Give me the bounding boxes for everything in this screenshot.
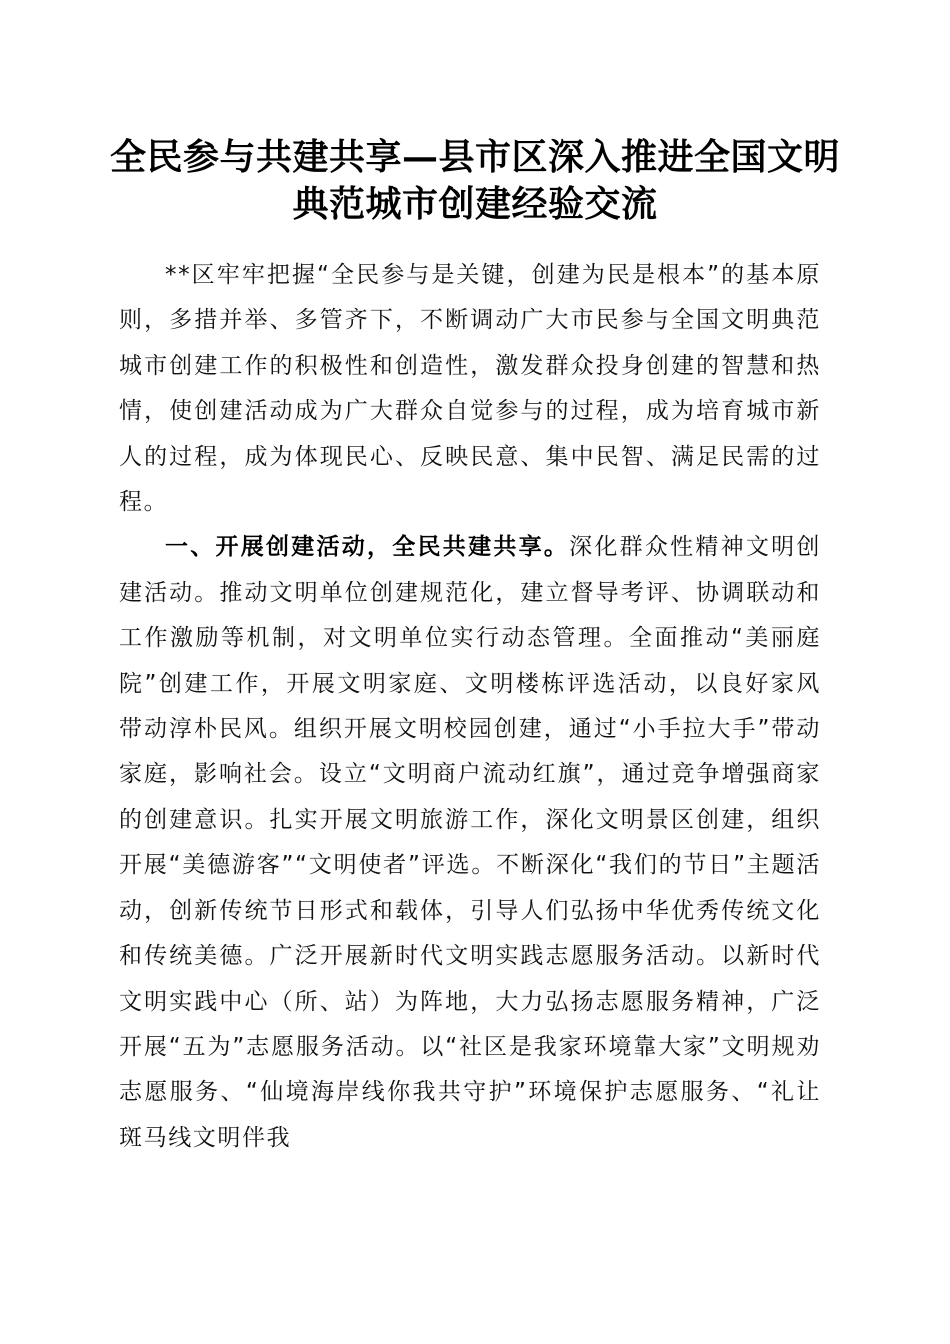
- section-1-text: 深化群众性精神文明创建活动。推动文明单位创建规范化，建立督导考评、协调联动和工作激励等机制，对文明单位实行动态管理。全面推动“美丽庭院”创建工作，开展文明家庭、文明楼栋评选活动，以良好家风带动淳朴民风。组织开展文明校园创建，通过“小手拉大手”带动家庭，影响社会。设立“文明商户流动红旗”，通过竞争增强商家的创建意识。扎实开展文明旅游工作，深化文明景区创建，组织开展“美德游客”“文明使者”评选。不断深化“我们的节日”主题活动，创新传统节日形式和载体，引导人们弘扬中华优秀传统文化和传统美德。广泛开展新时代文明实践志愿服务活动。以新时代文明实践中心（所、站）为阵地，大力弘扬志愿服务精神，广泛开展“五为”志愿服务活动。以“社区是我家环境靠大家”文明规劝志愿服务、“仙境海岸线你我共守护”环境保护志愿服务、“礼让斑马线文明伴我: [119, 534, 821, 1151]
- section-1-paragraph: [119, 525, 821, 1161]
- document-title-line-2: 典范城市创建经验交流: [292, 183, 658, 225]
- intro-paragraph: **区牢牢把握“全民参与是关键，创建为民是根本”的基本原则，多措并举、多管齐下，不断调动广大市民参与全国文明典范城市创建工作的积极性和创造性，激发群众投身创建的智慧和热情，使创建活动成为广大群众自觉参与的过程，成为培育城市新人的过程，成为体现民心、反映民意、集中民智、满足民需的过程。: [119, 262, 821, 516]
- document-title-line-1: 全民参与共建共享—县市区深入推进全国文明: [109, 136, 840, 178]
- document-body: [119, 253, 821, 1161]
- section-1-heading: 一、开展创建活动，全民共建共享。: [165, 534, 570, 561]
